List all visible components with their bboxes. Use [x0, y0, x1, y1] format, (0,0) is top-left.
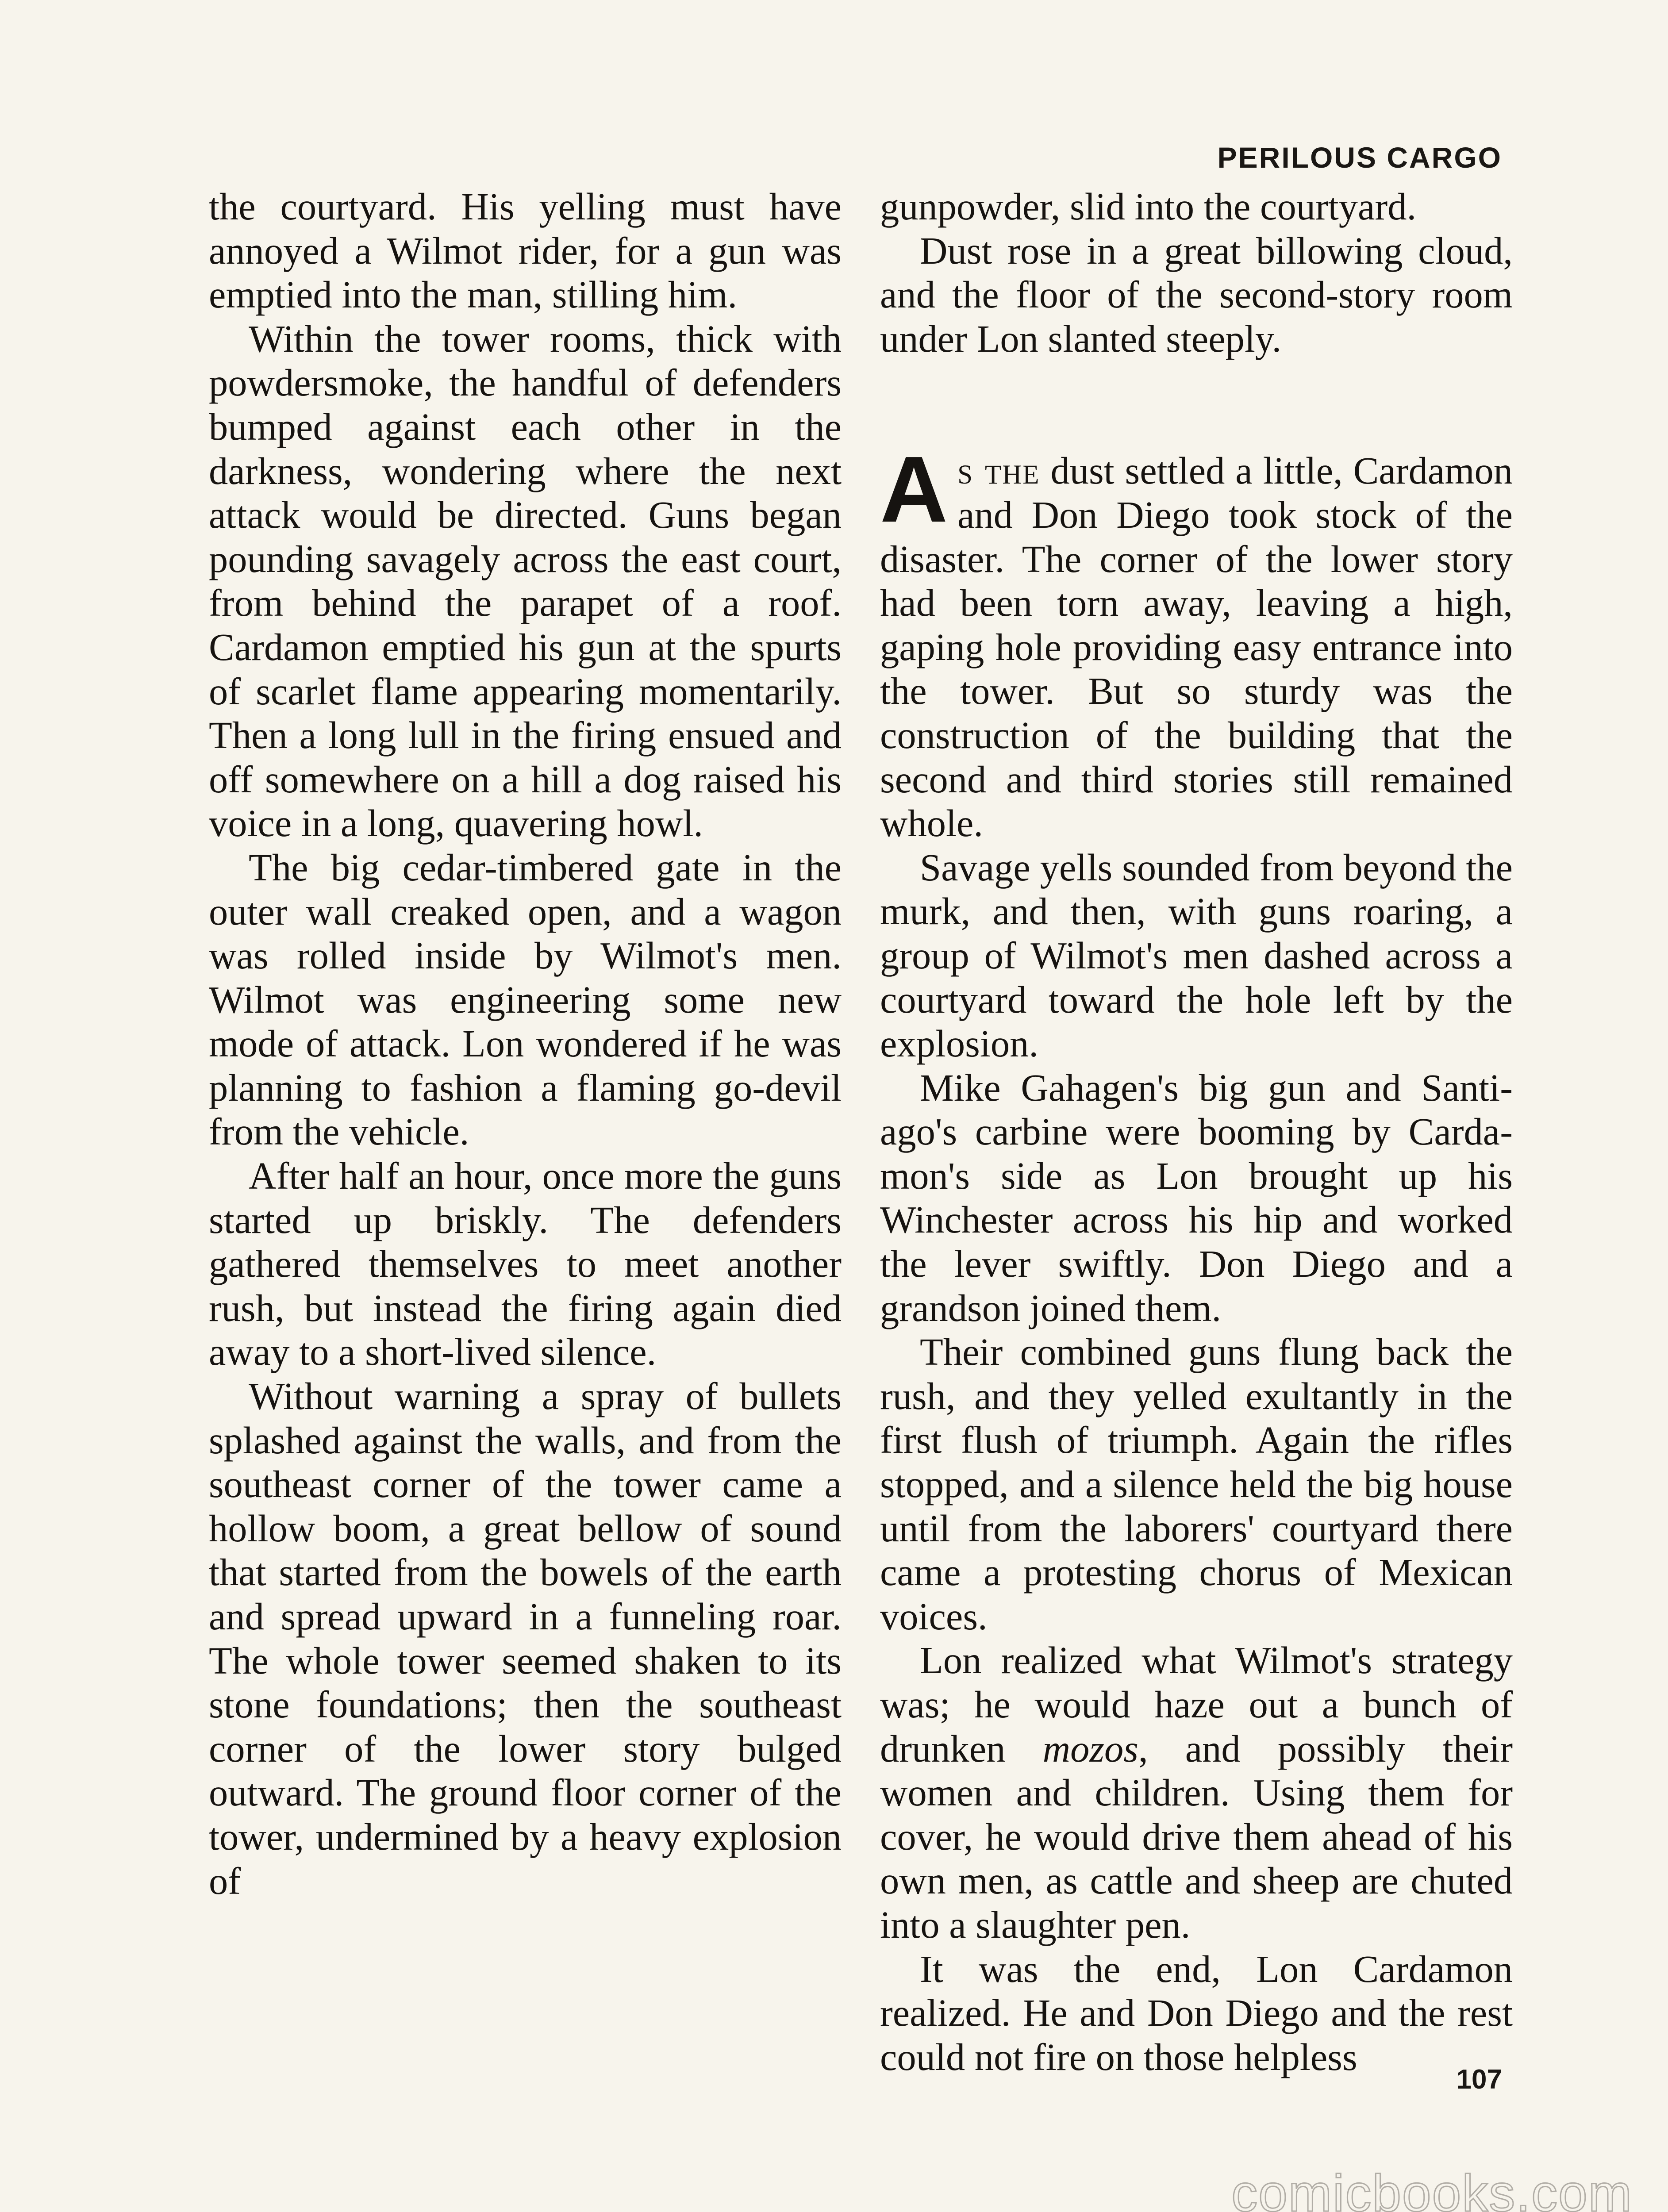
paragraph: It was the end, Lon Cardamon realized. He and Don Diego and the rest could not fire on those helpless — [880, 1947, 1513, 2078]
paragraph: Their combined guns flung back the rush, and they yelled exultantly in the first flush of triumph. Again the rifles stopped, and a silence held the big house until from the laborers' courtyard there came a protesting chorus of Mexican voices. — [880, 1331, 1513, 1638]
drop-cap: A — [880, 437, 948, 542]
paragraph: Savage yells sounded from beyond the murk, and then, with guns roaring, a group of Wilmot's men dashed across a courtyard toward the hole left by the explosion. — [880, 846, 1513, 1065]
left-column — [209, 185, 842, 1903]
paragraph-text: dust settled a little, Cardamon and Don Diego took stock of the disaster. The corner of the lower story had been torn away, leaving a high, gaping hole providing easy entrance into the tower. But so sturdy was the construction of the building that the second and third stories still remained whole. — [880, 449, 1513, 845]
right-column — [880, 185, 1513, 2079]
section-start-paragraph — [880, 437, 1513, 845]
paragraph-text: , and possibly their women and children. Using them for cover, he would drive them ahead of his own men, as cattle and sheep are chuted into a slaughter pen. — [880, 1727, 1513, 1946]
small-caps-lead: s the — [957, 449, 1040, 492]
paragraph: the courtyard. His yelling must have annoyed a Wilmot rider, for a gun was emptied into the man, stilling him. — [209, 185, 842, 316]
paragraph: The big cedar-timbered gate in the outer wall creaked open, and a wagon was rolled inside by Wilmot's men. Wilmot was engineering some new mode of attack. Lon wondered if he was planning to fashion a flaming go-devil from the vehicle. — [209, 846, 842, 1153]
paragraph: gunpowder, slid into the courtyard. — [880, 185, 1417, 228]
paragraph: Mike Gahagen's big gun and Santiago's carbine were booming by Cardamon's side as Lon brought up his Winchester across his hip and worked the lever swiftly. Don Diego and a grandson joined them. — [880, 1066, 1513, 1329]
italic-word: mozos — [1042, 1727, 1138, 1770]
paragraph-text: Lon realized what Wilmot's strategy was; he would haze out a bunch of drunken — [880, 1639, 1513, 1770]
running-head: PERILOUS CARGO — [1217, 141, 1502, 174]
page-number: 107 — [1456, 2064, 1502, 2095]
watermark: comicbooks.com — [1231, 2164, 1633, 2212]
paragraph: Within the tower rooms, thick with powdersmoke, the handful of defenders bumped against each other in the darkness, wondering where the next attack would be directed. Guns began pounding savagely across the east court, from behind the parapet of a roof. Cardamon emptied his gun at the spurts of scarlet flame appearing momentarily. Then a long lull in the firing ensued and off somewhere on a hill a dog raised his voice in a long, quavering howl. — [209, 317, 842, 845]
paragraph: Without warning a spray of bullets splashed against the walls, and from the southeast corner of the tower came a hollow boom, a great bellow of sound that started from the bowels of the earth and spread upward in a funneling roar. The whole tower seemed shaken to its stone foundations; then the southeast corner of the lower story bulged outward. The ground floor corner of the tower, undermined by a heavy explosion of — [209, 1375, 842, 1902]
paragraph: Dust rose in a great billowing cloud, and the floor of the second-story room under Lon slanted steeply. — [880, 229, 1513, 360]
paragraph: After half an hour, once more the guns started up briskly. The defenders gathered themselves to meet another rush, but instead the firing again died away to a short-lived silence. — [209, 1155, 842, 1374]
paragraph — [880, 1639, 1513, 1947]
